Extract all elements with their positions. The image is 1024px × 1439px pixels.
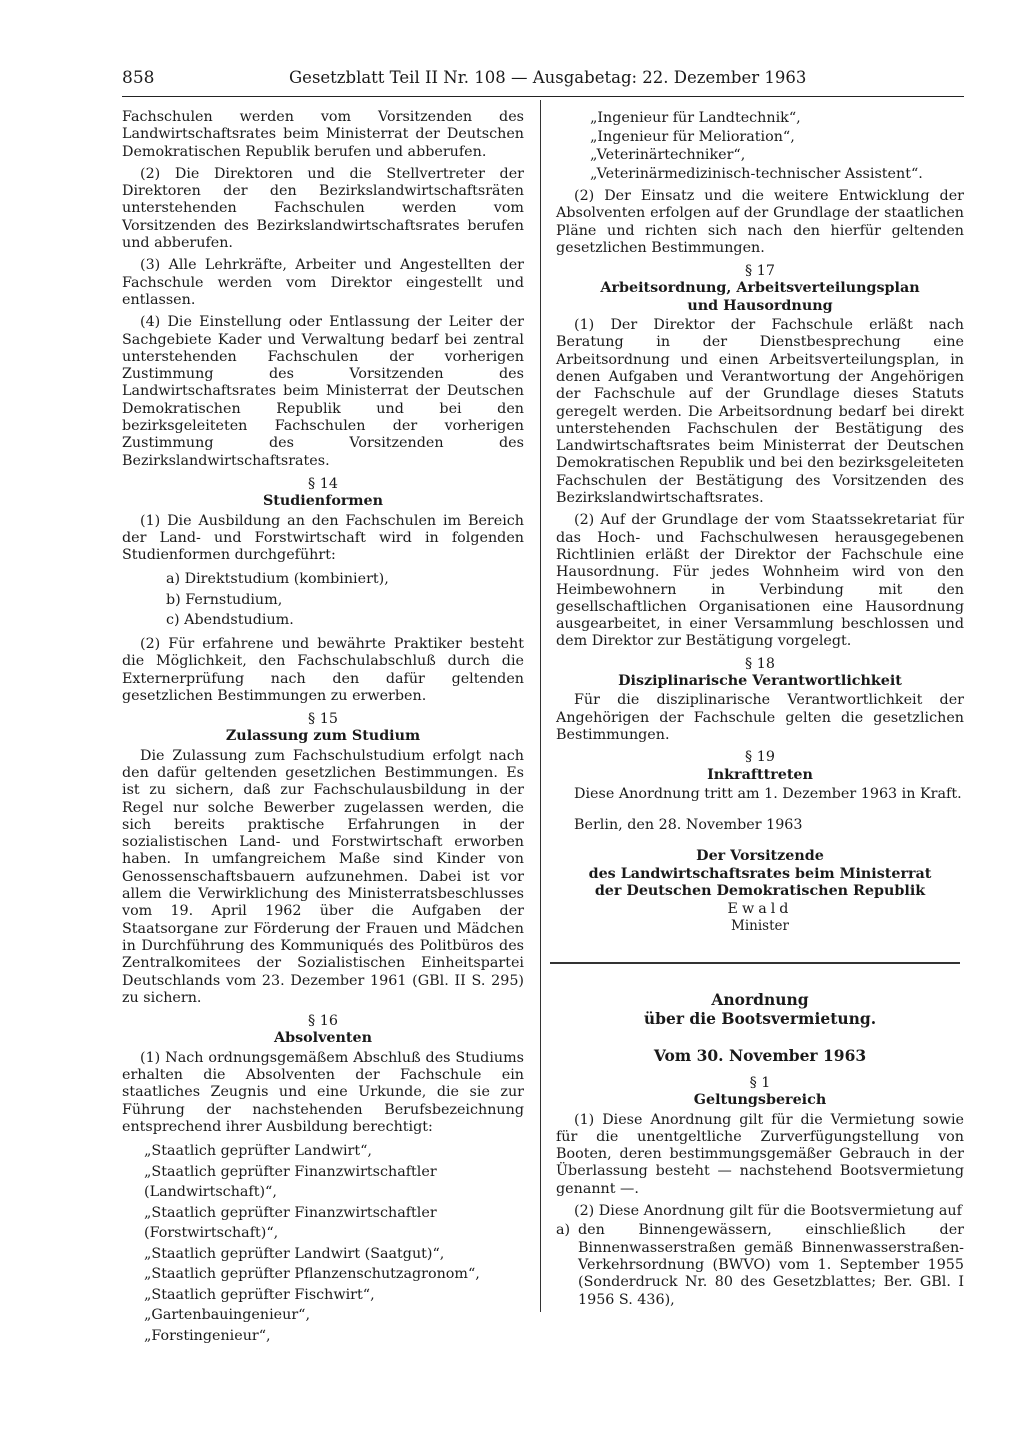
list-item: „Veterinärtechniker“, — [590, 147, 746, 163]
paragraph: Diese Anordnung tritt am 1. Dezember 1963 in Kraft. — [574, 785, 962, 802]
list-item: „Ingenieur für Melioration“, — [590, 128, 795, 145]
job-titles-list-continued — [556, 109, 964, 183]
list-item: „Veterinärmedizinisch-technischer Assistent“. — [590, 165, 923, 182]
list-item: „Staatlich geprüfter Pflanzenschutzagronom“, — [144, 1266, 480, 1283]
ordinance-subtitle: über die Bootsvermietung. — [643, 1009, 877, 1028]
left-column — [122, 109, 524, 1351]
job-titles-list — [122, 1141, 524, 1346]
ordinance-date: Vom 30. November 1963 — [653, 1046, 867, 1065]
page-number: 858 — [122, 68, 155, 88]
section-number: § 18 — [745, 655, 775, 672]
list-item: a) Direktstudium (kombiniert), — [166, 571, 389, 588]
signature-line: Der Vorsitzende — [696, 848, 824, 865]
study-forms-list — [122, 569, 524, 631]
sublist-label: a) — [556, 1222, 571, 1239]
signature-line: der Deutschen Demokratischen Republik — [594, 883, 926, 900]
list-item: „Ingenieur für Landtechnik“, — [590, 110, 801, 126]
horizontal-divider — [550, 962, 960, 964]
section-number: § 14 — [308, 475, 338, 492]
signatory-role: Minister — [731, 918, 789, 935]
list-item: „Staatlich geprüfter Landwirt (Saatgut)“, — [144, 1245, 445, 1262]
ordinance-title: Anordnung — [711, 990, 809, 1009]
paragraph: (2) Diese Anordnung gilt für die Bootsvermietung auf — [574, 1203, 962, 1220]
list-item: „Forstingenieur“, — [144, 1327, 271, 1344]
list-item: b) Fernstudium, — [166, 591, 283, 608]
section-title: Studienformen — [262, 493, 384, 510]
column-divider — [540, 100, 541, 1312]
section-title: Absolventen — [274, 1030, 372, 1047]
header-title: Gesetzblatt Teil II Nr. 108 — Ausgabetag: 22. Dezember 1963 — [289, 68, 807, 87]
paragraph: (1) Die Ausbildung an den Fachschulen im Bereich der Land- und Forstwirtschaft wird in folgenden Studienformen durchgeführt: — [122, 512, 524, 564]
sublist-text: den Binnengewässern, einschließlich der Binnenwasserstraßen gemäß Binnenwasserstraßen-Verkehrsordnung (BWVO) vom 1. September 1955 (Sonderdruck Nr. 80 des Gesetzblattes; Ber. GBl. I 1956 S. 436), — [578, 1222, 964, 1308]
paragraph: (1) Diese Anordnung gilt für die Vermietung sowie für die unentgeltliche Zurverfügungstellung von Booten, deren bestimmungsgemäßer Gebrauch in der Überlassung besteht — nachstehend Bootsvermietung genannt —. — [556, 1111, 964, 1197]
paragraph: Für die disziplinarische Verantwortlichkeit der Angehörigen der Fachschule gelten die gesetzlichen Bestimmungen. — [556, 692, 964, 743]
paragraph: (1) Der Direktor der Fachschule erläßt nach Beratung in der Dienstbesprechung eine Arbeitsordnung und einen Arbeitsverteilungsplan, in denen Aufgaben und Verantwortung der Angehörigen der Fachschule auf der Grundlage dieses Statuts geregelt werden. Die Arbeitsordnung bedarf bei direkt unterstehenden Fachschulen der Bestätigung des Landwirtschaftsrates beim Ministerrat der Deutschen Demokratischen Republik und bei den bezirksgeleiteten Fachschulen der Bestätigung des Vorsitzenden des Bezirkslandwirtschaftsrates. — [556, 317, 964, 507]
section-title: Inkrafttreten — [707, 766, 813, 783]
place-date: Berlin, den 28. November 1963 — [574, 817, 803, 834]
list-item: c) Abendstudium. — [166, 612, 294, 629]
paragraph: (2) Für erfahrene und bewährte Praktiker besteht die Möglichkeit, den Fachschulabschluß durch die Externerprüfung nach den dafür geltenden gesetzlichen Bestimmungen zu erwerben. — [122, 635, 524, 704]
section-title: Geltungsbereich — [693, 1092, 827, 1109]
section-number: § 19 — [745, 749, 775, 766]
section-number: § 1 — [749, 1075, 771, 1091]
list-item: „Staatlich geprüfter Finanzwirtschaftler (Landwirtschaft)“, — [144, 1163, 437, 1201]
section-title: Disziplinarische Verantwortlichkeit — [618, 673, 902, 690]
paragraph-intro: Fachschulen werden vom Vorsitzenden des Landwirtschaftsrates beim Ministerrat der Deutschen Demokratischen Republik berufen und abberufen. — [122, 109, 524, 160]
section-number: § 15 — [308, 711, 338, 728]
list-item: „Gartenbauingenieur“, — [144, 1307, 311, 1324]
section-number: § 16 — [308, 1013, 338, 1030]
right-column — [556, 109, 964, 936]
paragraph: (4) Die Einstellung oder Entlassung der Leiter der Sachgebiete Kader und Verwaltung bedarf bei zentral unterstehenden Fachschulen der vorherigen Zustimmung des Vorsitzenden des Landwirtschaftsrates beim Ministerrat der Deutschen Demokratischen Republik und bei den bezirksgeleiteten Fachschulen der vorherigen Zustimmung des Vorsitzenden des Bezirkslandwirtschaftsrates. — [122, 314, 524, 469]
paragraph: Die Zulassung zum Fachschulstudium erfolgt nach den dafür geltenden gesetzlichen Bestimmungen. Es ist zu sichern, daß zur Fachschulausbildung in der Regel nur solche Bewerber zugelassen werden, die sich bereits praktische Erfahrungen in der sozialistischen Land- und Forstwirtschaft erworben haben. In umfangreichem Maße sind Kinder von Genossenschaftsbauern aufzunehmen. Dabei ist vor allem die Verwirklichung des Ministerratsbeschlusses vom 19. April 1962 über die Aufgaben der Staatsorgane zur Förderung der Frauen und Mädchen in Durchführung des Kommuniqués des Politbüros des Zentralkomitees der Sozialistischen Einheitspartei Deutschlands vom 23. Dezember 1961 (GBl. II S. 295) zu sichern. — [122, 747, 524, 1006]
list-item: „Staatlich geprüfter Fischwirt“, — [144, 1286, 375, 1303]
list-item: „Staatlich geprüfter Finanzwirtschaftler (Forstwirtschaft)“, — [144, 1204, 437, 1242]
new-ordinance — [556, 990, 964, 1309]
signatory-name: Ewald — [727, 900, 793, 917]
page-header — [122, 66, 964, 97]
paragraph: (3) Alle Lehrkräfte, Arbeiter und Angestellten der Fachschule werden vom Direktor eingestellt und entlassen. — [122, 257, 524, 308]
section-title: Zulassung zum Studium — [225, 728, 421, 745]
paragraph: (1) Nach ordnungsgemäßem Abschluß des Studiums erhalten die Absolventen der Fachschule ein staatliches Zeugnis und eine Urkunde, die sie zur Führung der nachstehenden Berufsbezeichnung entsprechend ihrer Ausbildung berechtigt: — [122, 1049, 524, 1135]
paragraph: (2) Die Direktoren und die Stellvertreter der Direktoren der den Bezirkslandwirtschaftsräten unterstehenden Fachschulen werden vom Vorsitzenden des Bezirkslandwirtschaftsrates berufen und abberufen. — [122, 165, 524, 252]
section-title: Arbeitsordnung, Arbeitsverteilungsplan — [600, 280, 920, 297]
signature-line: des Landwirtschaftsrates beim Ministerrat — [588, 865, 932, 882]
paragraph: (2) Auf der Grundlage der vom Staatssekretariat für das Hoch- und Fachschulwesen herausgegebenen Richtlinien erläßt der Direktor der Fachschule eine Hausordnung. Für jedes Wohnheim wird von den Heimbewohnern in Verbindung mit den gesellschaftlichen Organisationen eine Hausordnung ausgearbeitet, in einer Versammlung beschlossen und dem Direktor zur Bestätigung vorgelegt. — [556, 512, 964, 650]
paragraph: (2) Der Einsatz und die weitere Entwicklung der Absolventen erfolgen auf der Grundlage der staatlichen Pläne und richten sich nach den hierfür geltenden gesetzlichen Bestimmungen. — [556, 188, 964, 256]
section-title-line-2: und Hausordnung — [687, 297, 833, 314]
list-item: „Staatlich geprüfter Landwirt“, — [144, 1143, 372, 1160]
sublist-item — [556, 1222, 964, 1308]
section-number: § 17 — [745, 263, 775, 280]
